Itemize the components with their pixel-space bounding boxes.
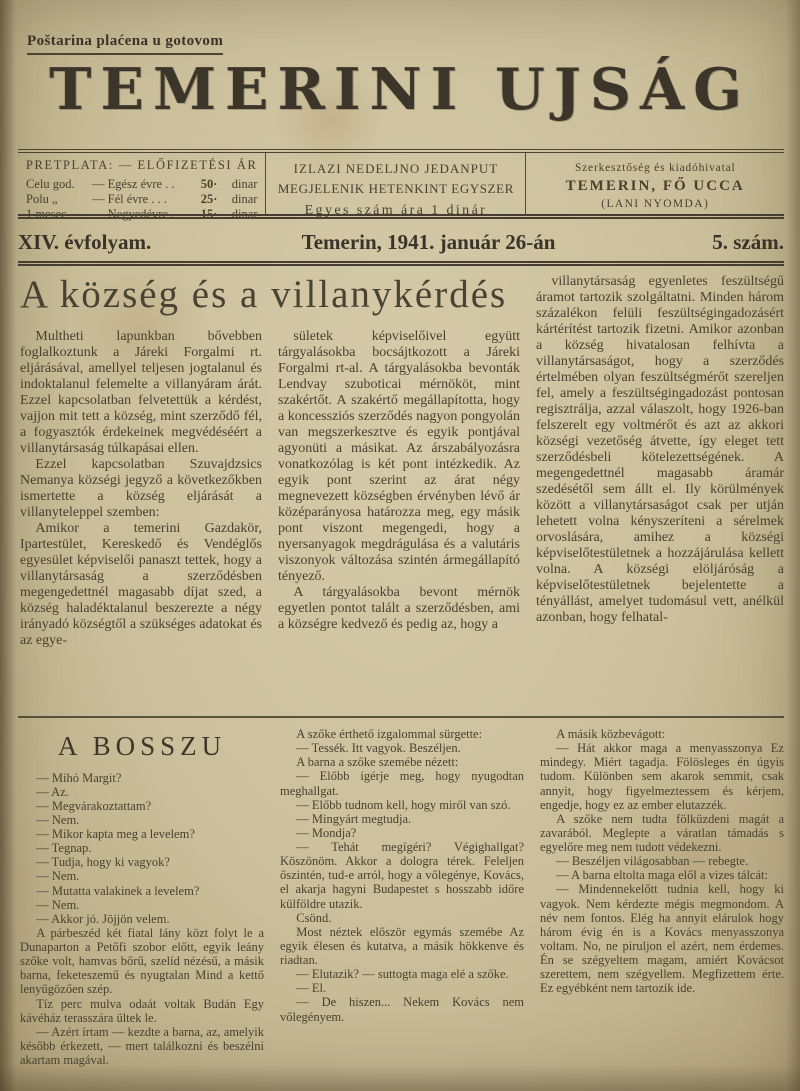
paragraph: — Tegnap.	[36, 841, 92, 856]
paragraph: A párbeszéd két fiatal lány közt folyt le a Dunaparton a Petőfi szobor előtt, egyik leány szőke volt, hamvas bőrű, szelíd nézésű, a másik barna, feketeszemű és nyugtalan Mind a kettő lenyűgözően szép.	[20, 925, 264, 997]
masthead-title: TEMERINI UJSÁG	[49, 56, 751, 123]
paragraph: — Nem.	[36, 812, 80, 827]
paragraph: — Megvárakoztattam?	[36, 798, 152, 813]
price-row	[26, 207, 257, 222]
price-value: 25·	[200, 191, 218, 206]
paragraph: — Nem.	[36, 869, 80, 884]
story-column-2	[280, 727, 524, 1085]
paragraph: — Mikor kapta meg a levelem?	[36, 827, 195, 841]
volume-label: XIV. évfolyam.	[18, 230, 152, 254]
price-row	[26, 177, 257, 192]
price-unit: dinar	[231, 206, 258, 221]
paragraph: Amikor a temerini Gazdakör, Ipartestület, Kereskedő és Vendéglős egyesület képviselői panaszt tettek, hogy a villanytársaság a szerződésben megengedettnél magasabb díjat szed, a község haladéktalanul beszerezte a négy irányadó községtől a szükséges adatokat és az egye-	[20, 521, 262, 649]
paragraph: A tárgyalásokba bevont mérnök egyetlen pontot talált a szerződésben, ami a községre kedvező és pedig az, hogy a	[278, 585, 520, 633]
paragraph: — Tehát megígéri? Végighallgat? Köszönöm. Akkor a dologra térek. Feleljen őszintén, tud-e arról, hogy a vőlegénye, Kovács, el akarja hagyni Budapestet s hosszabb időre külföldre utazik.	[280, 840, 524, 911]
story-column-1	[20, 727, 264, 1085]
paragraph: villanytársaság egyenletes feszültségű áramot tartozik szolgáltatni. Minden három százalékon felüli feszültségingadozásért kártérítést tartozik fizetni. Amikor azonban a község hivatalosan felhívta a villanytársaságot, hogy a szerződés értelmében olyan feszültségmérőt szereljen fel, amely a feszültségingadozást pontosan regisztrálja, azzal válaszolt, hogy 1926-ban felszerelt egy voltmérőt és azt az akkori községi vezetőség átvette, így eleget tett szerződésbeli kötelezettségének. A megengedettnél magasabb áramár szedésétől sem állt el. Ily körülmények között a villanytársaságot csak per utján lehetett volna kényszeríteni a sérelmek orvoslására, amihez a községi képviselőtestületnek a hozzájárulása kellett volna. A községi elöljáróság a képviselőtestületnek bejelentette a tényállást, amelyet tudomásul vett, anélkül azonban, hogy felhatal-	[536, 274, 784, 626]
issue-label: 5. szám.	[712, 230, 784, 254]
paragraph: sületek képviselőivel együtt tárgyalásokba bocsájtkozott a Járeki Forgalmi rt-al. A tárgyalásokba bevonták Lendvay szuboticai mérnököt, mint szakértőt. A szakértő megállapította, hogy a koncessziós szerződés nagyon pongyolán van megszerkesztve és egyik pontjával agyonüti a másikat. Az árszabályozásra vonatkozólag is két pont intézkedik. Az egyik pont szerint az árat négy megnevezett községben érvényben lévő ár középarányosa határozza meg, egy másik pont viszont megengedi, hogy a nyersanyagok megdrágulása és a valutáris viszonyok változása szintén ármegállapító tényező.	[278, 329, 520, 585]
paragraph: — Mihó Margit?	[36, 770, 122, 785]
paragraph: Most néztek először egymás szemébe Az egyik élesen és kutatva, a másik hökkenve és riadtan.	[280, 924, 524, 967]
lead-article	[20, 270, 784, 714]
paragraph: — A barna eltolta maga elől a vizes tálcát:	[556, 868, 768, 883]
editorial-office-label: Szerkesztőség és kiadóhivatal	[574, 162, 736, 174]
price-label-sr: 1 mesec	[26, 206, 67, 221]
article-column-3	[536, 270, 784, 714]
paragraph: Csönd.	[296, 910, 332, 925]
article-headline: A község és a villanykérdés	[20, 273, 508, 316]
paragraph: — Az.	[36, 784, 69, 799]
price-label-hu: — Egész évre . .	[92, 177, 175, 191]
price-row	[26, 192, 257, 207]
section-divider	[18, 716, 784, 718]
paragraph: — Mindennekelőtt tudnia kell, hogy ki vagyok. Nem kérdezte mégis megmondom. A név nem fontos. Elég ha annyit elárulok hogy három évig én is a Kovács menyasszonya voltam. No, ne piruljon el azért, nem érdemes. Én se szégyeltem magam, amiért Kovácsot szerettem, nem szégyellem. Megfizettem érte. Ez egyébként nem tartozik ide.	[540, 882, 784, 996]
price-value: 15·	[200, 206, 218, 221]
paragraph: — Mutatta valakinek a levelem?	[36, 883, 200, 898]
paragraph: A másik közbevágott:	[556, 727, 666, 741]
paragraph: A szőke érthető izgalommal sürgette:	[296, 727, 483, 741]
price-label-hu: — Fél évre . . .	[92, 191, 167, 206]
paragraph: — Elutazik? — suttogta maga elé a szőke.	[296, 967, 509, 982]
paragraph: Multheti lapunkban bővebben foglalkoztunk a Járeki Forgalmi rt. eljárásával, amellyel teljesen jogtalanul és indoktalanul felemelte a villanyáram árát. Ezzel kapcsolatban felvetettük a kérdést, vajjon mit tett a község, mint szerződő fél, a fogyasztók érdekeinek megvédéséért a villanytársaság túlkapásai ellen.	[20, 329, 262, 457]
paragraph: — Mondja?	[296, 825, 357, 840]
paragraph: A szőke nem tudta fölküzdeni magát a zavarából. Meglepte a váratlan támadás s egyelőre meg nem tudott védekezni.	[540, 811, 784, 854]
editorial-address: TEMERIN, FŐ UCCA	[565, 178, 745, 194]
paragraph: — Hát akkor maga a menyasszonya Ez mindegy. Miért tagadja. Fölösleges én úgyis tudom. Különben sem akarok semmit, csak annyit, hogy figyelmeztessem és kérjem, engedje, hogy ez az ember elutazzék.	[540, 741, 784, 812]
price-label-hu: — Negyedévre .	[92, 206, 175, 221]
publication-line-sr: IZLAZI NEDELJNO JEDANPUT	[293, 161, 499, 176]
paragraph: — El.	[296, 981, 327, 996]
editorial-box	[526, 153, 784, 214]
price-unit: dinar	[231, 191, 258, 206]
paragraph: — Nem.	[36, 897, 80, 912]
dateline-row	[18, 224, 784, 266]
story-column-1-text	[20, 771, 264, 1068]
paragraph: — Azért írtam — kezdte a barna, az, amelyik később érkezett, — mert találkozni és beszélni akartam magával.	[20, 1024, 264, 1067]
article-column-1	[20, 329, 262, 649]
paragraph: Tíz perc mulva odaát voltak Budán Egy kávéház terasszára ültek le.	[20, 996, 264, 1025]
story-headline: A BOSSZU	[57, 731, 227, 761]
price-label-sr: Celu god.	[26, 177, 75, 191]
paragraph: — Előbb tudnom kell, hogy miről van szó.	[296, 797, 511, 812]
subscription-box	[18, 153, 266, 221]
story-section	[20, 727, 784, 1085]
publication-line-hu: MEGJELENIK HETENKINT EGYSZER	[277, 181, 514, 196]
paragraph: — Tudja, hogy ki vagyok?	[36, 855, 170, 870]
price-unit: dinar	[231, 177, 258, 191]
story-column-3	[540, 727, 784, 1085]
printing-house: (LANI NYOMDA)	[601, 198, 710, 210]
price-value: 50·	[200, 177, 218, 191]
paragraph: — Mingyárt megtudja.	[296, 811, 412, 826]
paragraph: — Akkor jó. Jöjjön velem.	[36, 911, 170, 926]
lead-article-left	[20, 270, 520, 714]
postage-notice: Poštarina plaćena u gotovom	[27, 33, 223, 55]
subscription-title: PRETPLATA: — ELŐFIZETÉSI ÁR	[26, 158, 258, 172]
article-column-2	[278, 329, 520, 649]
paragraph: — Beszéljen világosabban — rebegte.	[556, 854, 749, 869]
paragraph: — Tessék. Itt vagyok. Beszéljen.	[296, 741, 461, 756]
header-info-band	[18, 149, 784, 219]
paragraph: — De hiszen... Nekem Kovács nem vőlegényem.	[280, 995, 524, 1024]
paragraph: — Előbb ígérje meg, hogy nyugodtan meghallgat.	[280, 769, 524, 798]
paragraph: A barna a szőke szemébe nézett:	[296, 755, 459, 770]
price-label-sr: Polu „	[26, 191, 58, 206]
date-label: Temerin, 1941. január 26-án	[301, 230, 556, 254]
single-copy-price: Egyes szám ára 1 dinár	[304, 203, 488, 218]
publication-box	[266, 153, 526, 218]
paragraph: Ezzel kapcsolatban Szuvajdzsics Nemanya községi jegyző a következőkben ismertette a község eljárását a villanyteleppel szemben:	[20, 457, 262, 521]
